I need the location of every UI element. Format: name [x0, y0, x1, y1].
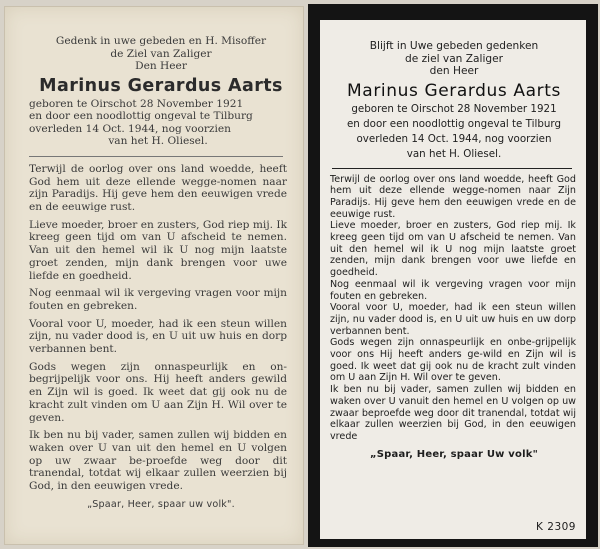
left-birth-line: van het H. Oliesel. — [108, 135, 208, 148]
right-birth-line: overleden 14 Oct. 1944, nog voorzien — [356, 132, 552, 145]
right-header-line: den Heer — [429, 65, 479, 77]
right-body-text — [330, 174, 578, 443]
right-paragraph: Vooral voor U, moeder, had ik een steun willen zijn, nu vader dood is, en U uit uw huis en uw dorp verbannen bent. — [330, 302, 576, 337]
right-header-line: de ziel van Zaliger — [404, 52, 504, 65]
left-body-text — [29, 163, 293, 493]
left-paragraph: Gods wegen zijn onnaspeurlijk en on-begrijpelijk voor ons. Hij heeft anders gewild en Zijn wil is goed. Ik weet dat gij ook nu de kracht zult vinden om U aan Zijn H. Wil over te geven. — [29, 360, 287, 424]
left-paragraph: Vooral voor U, moeder, had ik een steun willen zijn, nu vader dood is, en U uit uw huis en dorp verbannen bent. — [29, 317, 287, 356]
right-birth-line: van het H. Oliesel. — [406, 147, 502, 160]
left-divider — [29, 156, 283, 157]
left-header — [29, 35, 293, 73]
right-header — [330, 40, 578, 78]
left-paragraph: Nog eenmaal wil ik vergeving vragen voor mijn fouten en gebreken. — [29, 287, 287, 312]
print-code: K 2309 — [536, 521, 576, 533]
right-paragraph: Ik ben nu bij vader, samen zullen wij bidden en waken over U vanuit den hemel en U volgen op uw zwaar beproefde weg door dit tranendal, totdat wij elkaar zullen weerzien bij God, in den eeuwigen vrede — [330, 384, 576, 442]
left-paragraph: Ik ben nu bij vader, samen zullen wij bidden en waken over U van uit den hemel en U volgen op uw zwaar be-proefde weg door dit tranendal, totdat wij elkaar zullen weerzien bij God, in den eeuwigen vrede. — [29, 429, 287, 493]
left-paragraph: Lieve moeder, broer en zusters, God riep mij. Ik kreeg geen tijd om van U afscheid te nemen. Van uit den hemel wil ik U nog mijn laatste groet zenden, mijn dank brengen voor uwe liefde en goedheid. — [29, 218, 287, 282]
left-header-line: de Ziel van Zaliger — [110, 47, 212, 60]
left-birth-line: geboren te Oirschot 28 November 1921 — [29, 97, 244, 110]
memorial-card-left — [4, 6, 304, 545]
left-closing-quote: „Spaar, Heer, spaar uw volk". — [87, 498, 235, 510]
left-deceased-name: Marinus Gerardus Aarts — [39, 75, 283, 96]
left-header-line: Den Heer — [135, 60, 187, 72]
right-birth-line: geboren te Oirschot 28 November 1921 — [351, 102, 557, 115]
right-paragraph: Lieve moeder, broer en zusters, God riep mij. Ik kreeg geen tijd om van U afscheid te nemen. Van uit den hemel wil ik U nog mijn laatste groet zenden, mijn dank brengen voor uwe liefde en goedheid. — [330, 220, 576, 279]
left-paragraph: Terwijl de oorlog over ons land woedde, heeft God hem uit deze ellende wegge-nomen naar zijn Paradijs. Hij geve hem den eeuwigen vrede en de eeuwige rust. — [29, 162, 287, 213]
right-birth-death-info — [330, 102, 578, 162]
left-birth-line: en door een noodlottig ongeval te Tilburg — [29, 110, 253, 123]
right-header-line: Blijft in Uwe gebeden gedenken — [369, 40, 539, 52]
right-closing-quote: „Spaar, Heer, spaar Uw volk" — [370, 448, 538, 460]
right-paragraph: Terwijl de oorlog over ons land woedde, heeft God hem uit deze ellende wegge-nomen naar Zijn Paradijs. Hij geve hem den eeuwigen vrede en de eeuwige rust. — [330, 173, 576, 220]
right-divider — [332, 168, 572, 169]
left-birth-line: overleden 14 Oct. 1944, nog voorzien — [29, 122, 231, 135]
right-card-panel — [320, 20, 586, 539]
memorial-card-right — [308, 4, 598, 547]
right-paragraph: Gods wegen zijn onnaspeurlijk en onbe-grijpelijk voor ons Hij heeft anders ge-wild en Zijn wil is goed. Ik weet dat gij ook nu de kracht zult vinden om U aan Zijn H. Wil over te geven. — [330, 337, 576, 384]
left-header-line: Gedenk in uwe gebeden en H. Misoffer — [55, 35, 267, 47]
right-paragraph: Nog eenmaal wil ik vergeving vragen voor mijn fouten en gebreken. — [330, 278, 576, 302]
right-deceased-name: Marinus Gerardus Aarts — [347, 80, 561, 101]
right-birth-line: en door een noodlottig ongeval te Tilburg — [346, 117, 562, 130]
left-birth-death-info — [29, 98, 293, 148]
